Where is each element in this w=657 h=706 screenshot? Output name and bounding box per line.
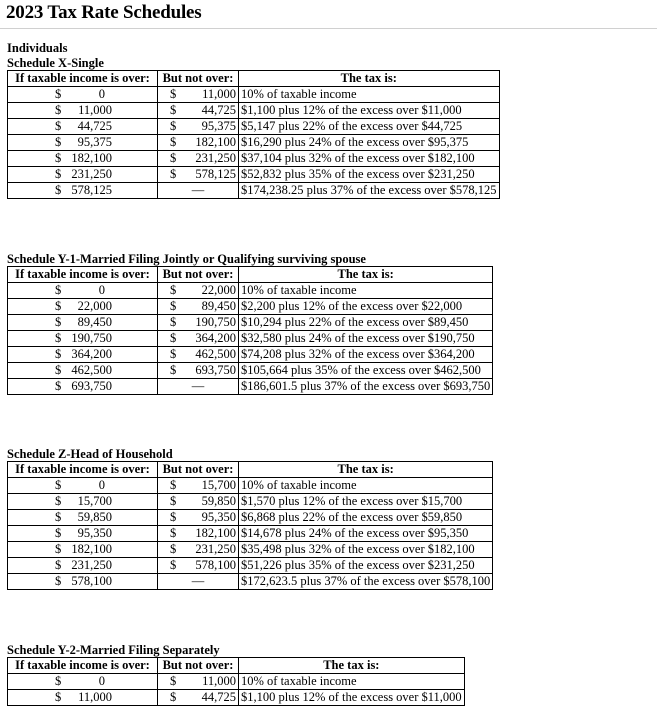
cell-tax: $51,226 plus 35% of the excess over $231,250 xyxy=(239,558,493,574)
currency-symbol: $ xyxy=(55,183,62,197)
amount-value: 0 xyxy=(98,283,105,297)
cell-not-over xyxy=(158,690,239,706)
currency-symbol: $ xyxy=(170,690,177,704)
amount-value: 462,500 xyxy=(195,347,236,361)
cell-tax: $2,200 plus 12% of the excess over $22,000 xyxy=(239,299,493,315)
cell-not-over-dash: — xyxy=(158,183,239,199)
amount-value: 231,250 xyxy=(71,558,112,572)
currency-symbol: $ xyxy=(55,299,62,313)
cell-tax: $1,100 plus 12% of the excess over $11,000 xyxy=(239,103,500,119)
currency-symbol: $ xyxy=(170,478,177,492)
amount-value: 59,850 xyxy=(77,510,112,524)
col-header-not-over: But not over: xyxy=(158,658,239,674)
currency-symbol: $ xyxy=(55,119,62,133)
cell-not-over xyxy=(158,494,239,510)
cell-tax: $14,678 plus 24% of the excess over $95,350 xyxy=(239,526,493,542)
col-header-tax: The tax is: xyxy=(239,462,493,478)
cell-tax: $1,570 plus 12% of the excess over $15,700 xyxy=(239,494,493,510)
col-header-over: If taxable income is over: xyxy=(8,267,158,283)
col-header-tax: The tax is: xyxy=(239,658,465,674)
cell-tax: $6,868 plus 22% of the excess over $59,850 xyxy=(239,510,493,526)
table-row xyxy=(8,167,500,183)
cell-tax: $32,580 plus 24% of the excess over $190,750 xyxy=(239,331,493,347)
cell-over xyxy=(8,542,158,558)
cell-not-over xyxy=(158,674,239,690)
cell-tax: $52,832 plus 35% of the excess over $231,250 xyxy=(239,167,500,183)
currency-symbol: $ xyxy=(170,299,177,313)
amount-value: 44,725 xyxy=(77,119,112,133)
individuals-label: Individuals xyxy=(7,41,68,55)
cell-over xyxy=(8,478,158,494)
cell-tax: $174,238.25 plus 37% of the excess over $578,125 xyxy=(239,183,500,199)
cell-not-over-dash: — xyxy=(158,574,239,590)
currency-symbol: $ xyxy=(55,494,62,508)
cell-not-over xyxy=(158,119,239,135)
currency-symbol: $ xyxy=(170,363,177,377)
cell-not-over xyxy=(158,363,239,379)
cell-not-over xyxy=(158,315,239,331)
schedule-table xyxy=(7,657,465,706)
cell-not-over xyxy=(158,167,239,183)
header-row xyxy=(8,462,493,478)
currency-symbol: $ xyxy=(55,574,62,588)
amount-value: 89,450 xyxy=(77,315,112,329)
currency-symbol: $ xyxy=(55,379,62,393)
currency-symbol: $ xyxy=(170,526,177,540)
table-row xyxy=(8,135,500,151)
cell-tax: 10% of taxable income xyxy=(239,283,493,299)
col-header-tax: The tax is: xyxy=(239,267,493,283)
currency-symbol: $ xyxy=(55,283,62,297)
cell-over xyxy=(8,183,158,199)
table-row xyxy=(8,478,493,494)
currency-symbol: $ xyxy=(55,558,62,572)
cell-not-over xyxy=(158,558,239,574)
currency-symbol: $ xyxy=(55,167,62,181)
currency-symbol: $ xyxy=(55,510,62,524)
amount-value: 95,350 xyxy=(77,526,112,540)
cell-over xyxy=(8,690,158,706)
amount-value: 190,750 xyxy=(195,315,236,329)
cell-over xyxy=(8,135,158,151)
amount-value: 578,100 xyxy=(71,574,112,588)
amount-value: 22,000 xyxy=(77,299,112,313)
currency-symbol: $ xyxy=(55,331,62,345)
amount-value: 44,725 xyxy=(201,690,236,704)
amount-value: 182,100 xyxy=(71,542,112,556)
page-title: 2023 Tax Rate Schedules xyxy=(6,2,202,23)
cell-over xyxy=(8,87,158,103)
cell-over xyxy=(8,510,158,526)
amount-value: 578,125 xyxy=(71,183,112,197)
col-header-over: If taxable income is over: xyxy=(8,462,158,478)
col-header-not-over: But not over: xyxy=(158,267,239,283)
currency-symbol: $ xyxy=(55,526,62,540)
schedule-x-section xyxy=(7,56,500,199)
amount-value: 231,250 xyxy=(195,151,236,165)
amount-value: 22,000 xyxy=(201,283,236,297)
table-row xyxy=(8,363,493,379)
currency-symbol: $ xyxy=(55,542,62,556)
header-row xyxy=(8,71,500,87)
amount-value: 364,200 xyxy=(195,331,236,345)
currency-symbol: $ xyxy=(170,119,177,133)
cell-tax: 10% of taxable income xyxy=(239,87,500,103)
table-row xyxy=(8,183,500,199)
currency-symbol: $ xyxy=(170,331,177,345)
table-row xyxy=(8,526,493,542)
cell-not-over xyxy=(158,478,239,494)
currency-symbol: $ xyxy=(170,103,177,117)
cell-over xyxy=(8,574,158,590)
cell-over xyxy=(8,167,158,183)
table-row xyxy=(8,510,493,526)
cell-not-over xyxy=(158,510,239,526)
cell-tax: $5,147 plus 22% of the excess over $44,725 xyxy=(239,119,500,135)
currency-symbol: $ xyxy=(55,103,62,117)
currency-symbol: $ xyxy=(55,674,62,688)
amount-value: 95,375 xyxy=(201,119,236,133)
header-row xyxy=(8,267,493,283)
amount-value: 231,250 xyxy=(195,542,236,556)
schedule-title: Schedule Y-2-Married Filing Separately xyxy=(7,643,220,657)
cell-not-over xyxy=(158,283,239,299)
cell-over xyxy=(8,526,158,542)
amount-value: 231,250 xyxy=(71,167,112,181)
col-header-over: If taxable income is over: xyxy=(8,71,158,87)
currency-symbol: $ xyxy=(170,542,177,556)
cell-over xyxy=(8,103,158,119)
schedule-title: Schedule Z-Head of Household xyxy=(7,447,173,461)
currency-symbol: $ xyxy=(170,674,177,688)
amount-value: 462,500 xyxy=(71,363,112,377)
cell-over xyxy=(8,347,158,363)
cell-tax: $37,104 plus 32% of the excess over $182,100 xyxy=(239,151,500,167)
amount-value: 182,100 xyxy=(71,151,112,165)
table-row xyxy=(8,574,493,590)
amount-value: 578,100 xyxy=(195,558,236,572)
table-row xyxy=(8,299,493,315)
schedule-y2-section xyxy=(7,643,465,706)
amount-value: 95,375 xyxy=(77,135,112,149)
amount-value: 0 xyxy=(98,478,105,492)
cell-tax: $1,100 plus 12% of the excess over $11,000 xyxy=(239,690,465,706)
currency-symbol: $ xyxy=(55,363,62,377)
schedule-table xyxy=(7,70,500,199)
cell-over xyxy=(8,494,158,510)
amount-value: 89,450 xyxy=(201,299,236,313)
currency-symbol: $ xyxy=(170,87,177,101)
currency-symbol: $ xyxy=(55,135,62,149)
cell-not-over xyxy=(158,526,239,542)
cell-over xyxy=(8,331,158,347)
cell-not-over xyxy=(158,331,239,347)
cell-tax: $35,498 plus 32% of the excess over $182,100 xyxy=(239,542,493,558)
amount-value: 364,200 xyxy=(71,347,112,361)
cell-not-over xyxy=(158,151,239,167)
col-header-over: If taxable income is over: xyxy=(8,658,158,674)
table-row xyxy=(8,690,465,706)
cell-tax: $10,294 plus 22% of the excess over $89,450 xyxy=(239,315,493,331)
amount-value: 0 xyxy=(98,674,105,688)
amount-value: 15,700 xyxy=(77,494,112,508)
table-row xyxy=(8,558,493,574)
table-row xyxy=(8,103,500,119)
amount-value: 11,000 xyxy=(78,690,112,704)
schedule-title: Schedule X-Single xyxy=(7,56,104,70)
cell-not-over xyxy=(158,135,239,151)
schedule-z-section xyxy=(7,447,493,590)
amount-value: 59,850 xyxy=(201,494,236,508)
amount-value: 15,700 xyxy=(201,478,236,492)
cell-over xyxy=(8,674,158,690)
amount-value: 11,000 xyxy=(202,87,236,101)
currency-symbol: $ xyxy=(170,151,177,165)
amount-value: 11,000 xyxy=(202,674,236,688)
cell-tax: $172,623.5 plus 37% of the excess over $578,100 xyxy=(239,574,493,590)
cell-tax: 10% of taxable income xyxy=(239,674,465,690)
amount-value: 44,725 xyxy=(201,103,236,117)
schedule-y1-section xyxy=(7,252,493,395)
table-row xyxy=(8,542,493,558)
schedule-title: Schedule Y-1-Married Filing Jointly or Qualifying surviving spouse xyxy=(7,252,366,266)
currency-symbol: $ xyxy=(55,478,62,492)
currency-symbol: $ xyxy=(170,510,177,524)
cell-tax: $186,601.5 plus 37% of the excess over $693,750 xyxy=(239,379,493,395)
currency-symbol: $ xyxy=(170,315,177,329)
schedule-table xyxy=(7,461,493,590)
table-row xyxy=(8,379,493,395)
amount-value: 95,350 xyxy=(201,510,236,524)
table-row xyxy=(8,674,465,690)
cell-over xyxy=(8,283,158,299)
cell-tax: $74,208 plus 32% of the excess over $364,200 xyxy=(239,347,493,363)
cell-over xyxy=(8,558,158,574)
col-header-tax: The tax is: xyxy=(239,71,500,87)
table-row xyxy=(8,347,493,363)
cell-tax: 10% of taxable income xyxy=(239,478,493,494)
currency-symbol: $ xyxy=(55,87,62,101)
currency-symbol: $ xyxy=(55,690,62,704)
table-row xyxy=(8,151,500,167)
amount-value: 578,125 xyxy=(195,167,236,181)
cell-over xyxy=(8,315,158,331)
currency-symbol: $ xyxy=(170,558,177,572)
amount-value: 182,100 xyxy=(195,135,236,149)
currency-symbol: $ xyxy=(170,347,177,361)
currency-symbol: $ xyxy=(170,135,177,149)
cell-over xyxy=(8,119,158,135)
cell-tax: $105,664 plus 35% of the excess over $462,500 xyxy=(239,363,493,379)
amount-value: 693,750 xyxy=(71,379,112,393)
cell-not-over xyxy=(158,103,239,119)
currency-symbol: $ xyxy=(170,494,177,508)
table-row xyxy=(8,331,493,347)
amount-value: 693,750 xyxy=(195,363,236,377)
col-header-not-over: But not over: xyxy=(158,462,239,478)
currency-symbol: $ xyxy=(170,283,177,297)
amount-value: 182,100 xyxy=(195,526,236,540)
cell-over xyxy=(8,151,158,167)
currency-symbol: $ xyxy=(55,315,62,329)
table-row xyxy=(8,315,493,331)
cell-over xyxy=(8,379,158,395)
cell-not-over xyxy=(158,299,239,315)
currency-symbol: $ xyxy=(55,347,62,361)
cell-over xyxy=(8,363,158,379)
header-divider xyxy=(0,28,657,29)
col-header-not-over: But not over: xyxy=(158,71,239,87)
table-row xyxy=(8,283,493,299)
schedule-table xyxy=(7,266,493,395)
cell-not-over xyxy=(158,347,239,363)
table-row xyxy=(8,494,493,510)
cell-tax: $16,290 plus 24% of the excess over $95,375 xyxy=(239,135,500,151)
currency-symbol: $ xyxy=(55,151,62,165)
amount-value: 0 xyxy=(98,87,105,101)
amount-value: 11,000 xyxy=(78,103,112,117)
cell-not-over xyxy=(158,542,239,558)
table-row xyxy=(8,119,500,135)
cell-not-over-dash: — xyxy=(158,379,239,395)
cell-not-over xyxy=(158,87,239,103)
header-row xyxy=(8,658,465,674)
currency-symbol: $ xyxy=(170,167,177,181)
amount-value: 190,750 xyxy=(71,331,112,345)
individuals-section xyxy=(7,41,67,55)
table-row xyxy=(8,87,500,103)
cell-over xyxy=(8,299,158,315)
